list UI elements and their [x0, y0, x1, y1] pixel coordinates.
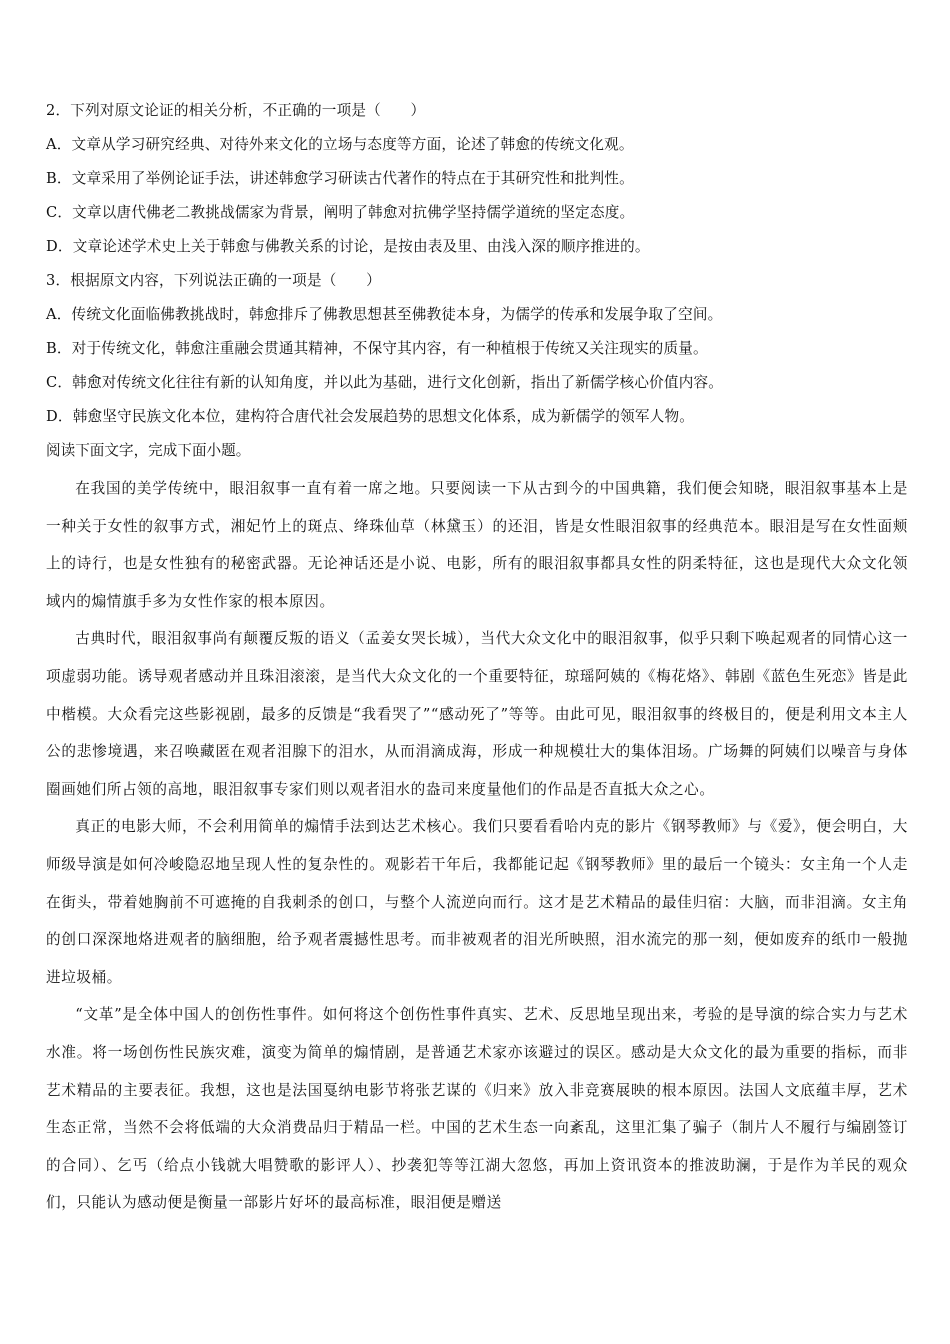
- question-2: [46, 94, 908, 264]
- question-option: A．传统文化面临佛教挑战时，韩愈排斥了佛教思想甚至佛教徒本身，为儒学的传承和发展争取了空间。: [46, 306, 723, 323]
- question-option: D．文章论述学术史上关于韩愈与佛教关系的讨论，是按由表及里、由浅入深的顺序推进的。: [46, 238, 650, 255]
- question-3: [46, 264, 908, 434]
- question-option: A．文章从学习研究经典、对待外来文化的立场与态度等方面，论述了韩愈的传统文化观。: [46, 136, 634, 153]
- question-option: D．韩愈坚守民族文化本位，建构符合唐代社会发展趋势的思想文化体系，成为新儒学的领军人物。: [46, 408, 695, 425]
- question-option: C．文章以唐代佛老二教挑战儒家为背景，阐明了韩愈对抗佛学坚持儒学道统的坚定态度。: [46, 204, 635, 221]
- document-page: [46, 94, 908, 1222]
- passage-paragraph: 真正的电影大师，不会利用简单的煽情手法到达艺术核心。我们只要看看哈内克的影片《钢琴教师》与《爱》，便会明白，大师级导演是如何冷峻隐忍地呈现人性的复杂性的。观影若干年后，我都能记起《钢琴教师》里的最后一个镜头：女主角一个人走在街头，带着她胸前不可遮掩的自我刺杀的创口，与整个人流逆向而行。这才是艺术精品的最佳归宿：大脑，而非泪滴。女主角的创口深深地烙进观者的脑细胞，给予观者震撼性思考。而非被观者的泪光所映照，泪水流完的那一刻，便如废弃的纸巾一般抛进垃圾桶。: [46, 818, 908, 986]
- question-stem: 2．下列对原文论证的相关分析，不正确的一项是（ ）: [46, 102, 426, 119]
- question-option: B．文章采用了举例论证手法，讲述韩愈学习研读古代著作的特点在于其研究性和批判性。: [46, 170, 634, 187]
- question-option: B．对于传统文化，韩愈注重融会贯通其精神，不保守其内容，有一种植根于传统又关注现实的质量。: [46, 340, 708, 357]
- question-option: C．韩愈对传统文化往往有新的认知角度，并以此为基础，进行文化创新，指出了新儒学核心价值内容。: [46, 374, 724, 391]
- passage-paragraph: 在我国的美学传统中，眼泪叙事一直有着一席之地。只要阅读一下从古到今的中国典籍，我们便会知晓，眼泪叙事基本上是一种关于女性的叙事方式，湘妃竹上的斑点、绛珠仙草（林黛玉）的还泪，皆是女性眼泪叙事的经典范本。眼泪是写在女性面颊上的诗行，也是女性独有的秘密武器。无论神话还是小说、电影，所有的眼泪叙事都具女性的阴柔特征，这也是现代大众文化领域内的煽情旗手多为女性作家的根本原因。: [46, 480, 908, 610]
- reading-intro: 阅读下面文字，完成下面小题。: [46, 442, 251, 459]
- passage-paragraph: 古典时代，眼泪叙事尚有颠覆反叛的语义（孟姜女哭长城），当代大众文化中的眼泪叙事，似乎只剩下唤起观者的同情心这一项虚弱功能。诱导观者感动并且珠泪滚滚，是当代大众文化的一个重要特征，琼瑶阿姨的《梅花烙》、韩剧《蓝色生死恋》皆是此中楷模。大众看完这些影视剧，最多的反馈是“我看哭了”“感动死了”等等。由此可见，眼泪叙事的终极目的，便是利用文本主人公的悲惨境遇，来召唤藏匿在观者泪腺下的泪水，从而涓滴成海，形成一种规模壮大的集体泪场。广场舞的阿姨们以噪音与身体圈画她们所占领的高地，眼泪叙事专家们则以观者泪水的盎司来度量他们的作品是否直抵大众之心。: [46, 630, 908, 798]
- question-stem: 3．根据原文内容，下列说法正确的一项是（ ）: [46, 272, 381, 289]
- reading-passage: [46, 470, 908, 1222]
- passage-paragraph: “文革”是全体中国人的创伤性事件。如何将这个创伤性事件真实、艺术、反思地呈现出来，考验的是导演的综合实力与艺术水准。将一场创伤性民族灾难，演变为简单的煽情剧，是普通艺术家亦该避过的误区。感动是大众文化的最为重要的指标，而非艺术精品的主要表征。我想，这也是法国戛纳电影节将张艺谋的《归来》放入非竞赛展映的根本原因。法国人文底蕴丰厚，艺术生态正常，当然不会将低端的大众消费品归于精品一栏。中国的艺术生态一向紊乱，这里汇集了骗子（制片人不履行与编剧签订的合同）、乞丐（给点小钱就大唱赞歌的影评人）、抄袭犯等等江湖大忽悠，再加上资讯资本的推波助澜，于是作为羊民的观众们，只能认为感动便是衡量一部影片好坏的最高标准，眼泪便是赠送: [46, 1006, 908, 1212]
